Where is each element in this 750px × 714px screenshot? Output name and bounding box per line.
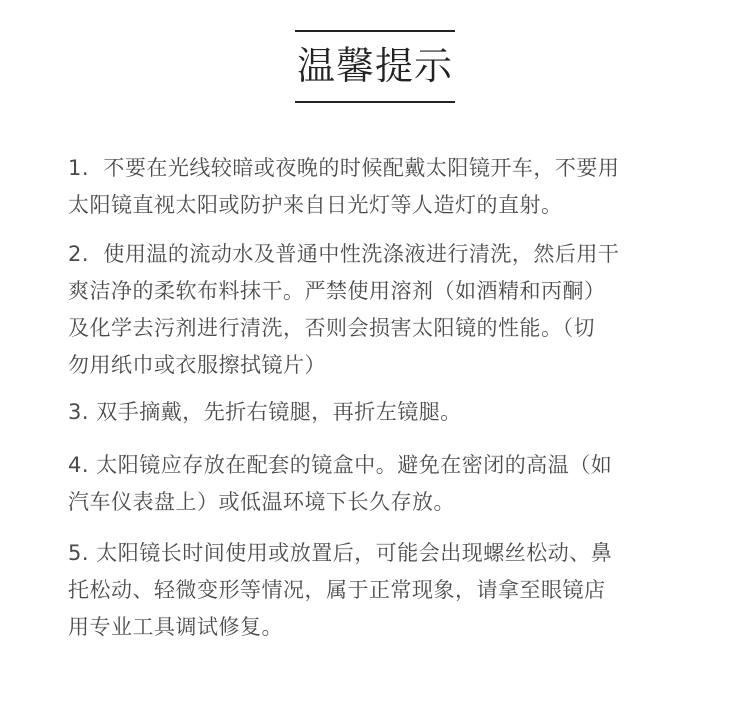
- title-frame: [295, 30, 455, 103]
- tip-item-4: 4. 太阳镜应存放在配套的镜盒中。避免在密闭的高温（如 汽车仪表盘上）或低温环境下长久存放。: [68, 453, 613, 514]
- tip-item-1: 1. 不要在光线较暗或夜晚的时候配戴太阳镜开车，不要用 太阳镜直视太阳或防护来自日光灯等人造灯的直射。: [68, 156, 620, 217]
- tip-item-5: 5. 太阳镜长时间使用或放置后，可能会出现螺丝松动、鼻 托松动、轻微变形等情况，属于正常现象，请拿至眼镜店 用专业工具调试修复。: [68, 541, 613, 639]
- tip-item-3: 3. 双手摘戴，先折右镜腿，再折左镜腿。: [68, 400, 462, 424]
- title-area: [0, 30, 750, 103]
- tip-item-2: 2. 使用温的流动水及普通中性洗涤液进行清洗，然后用干 爽洁净的柔软布料抹干。严禁使用溶剂（如酒精和丙酮） 及化学去污剂进行清洗，否则会损害太阳镜的性能。（切 勿用纸巾或衣服擦拭镜片）: [68, 242, 620, 377]
- tips-list: [68, 150, 693, 646]
- page-title: 温馨提示: [296, 44, 453, 88]
